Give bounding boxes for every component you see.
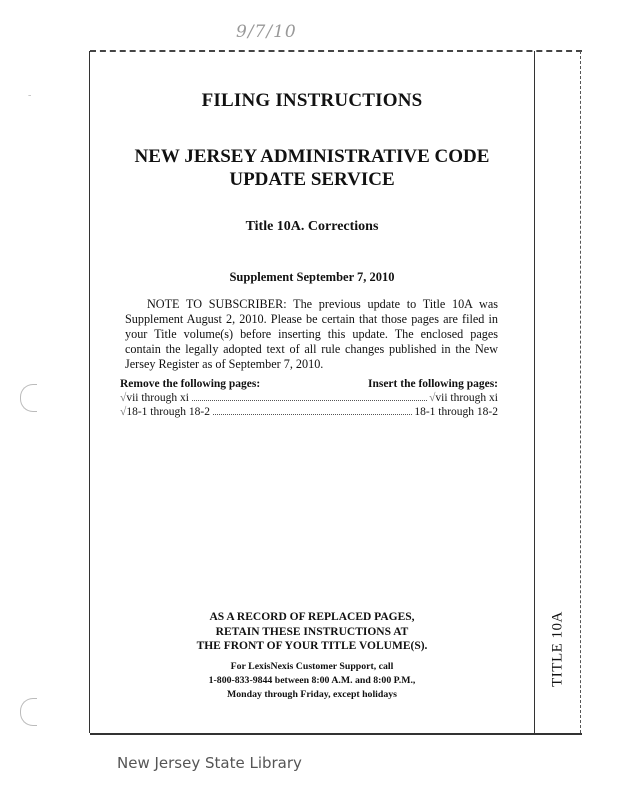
record-notice-line2: RETAIN THESE INSTRUCTIONS AT (215, 625, 409, 638)
pages-table-header (120, 377, 498, 391)
service-title (90, 145, 534, 191)
subscriber-note-text: NOTE TO SUBSCRIBER: The previous update to Title 10A was Supplement August 2, 2010. Please be certain that those pages are filed in your Title volume(s) before inserting this update. The enclosed pages contain the legally adopted text of all rule changes published in the New Jersey Register as of September 7, 2010. (125, 297, 498, 371)
table-row (120, 405, 498, 419)
checkmark-icon: √ (120, 406, 127, 418)
punch-hole-icon (20, 698, 37, 726)
insert-pages-cell: vii through xi (435, 392, 498, 404)
handwritten-note: 9/7/10 (236, 22, 297, 42)
subscriber-note (125, 297, 498, 372)
binder-mark-icon: ‐ (28, 90, 32, 101)
spine-divider-line (534, 51, 535, 733)
service-title-line1: NEW JERSEY ADMINISTRATIVE CODE (134, 146, 490, 167)
remove-pages-header: Remove the following pages: (120, 378, 261, 390)
supplement-date: Supplement September 7, 2010 (229, 270, 395, 284)
punch-hole-icon (20, 384, 37, 412)
spine-label: TITLE 10A (549, 611, 566, 687)
record-notice (90, 610, 534, 654)
insert-pages-cell: 18-1 through 18-2 (414, 406, 498, 418)
dot-leader (213, 413, 412, 415)
title-subtitle: Title 10A. Corrections (245, 219, 379, 234)
remove-pages-cell: vii through xi (126, 392, 189, 404)
support-line1: For LexisNexis Customer Support, call (230, 661, 394, 672)
frame-bottom-border (90, 733, 582, 735)
frame-right-border (580, 51, 581, 733)
record-notice-line3: THE FRONT OF YOUR TITLE VOLUME(S). (196, 640, 428, 652)
service-title-line2: UPDATE SERVICE (229, 169, 395, 190)
pages-table (120, 377, 498, 419)
insert-pages-header: Insert the following pages: (367, 378, 498, 390)
record-notice-line1: AS A RECORD OF REPLACED PAGES, (209, 611, 415, 623)
table-row (120, 391, 498, 405)
checkmark-icon: √ (429, 392, 436, 404)
support-line2: 1-800-833-9844 between 8:00 A.M. and 8:00 P.M., (208, 675, 416, 686)
checkmark-icon: √ (120, 392, 127, 404)
page-heading: FILING INSTRUCTIONS (201, 90, 423, 111)
customer-support-info (90, 660, 534, 702)
dot-leader (192, 399, 427, 401)
remove-pages-cell: 18-1 through 18-2 (126, 406, 210, 418)
library-footer: New Jersey State Library (117, 754, 302, 772)
spine-tab (544, 605, 572, 693)
frame-top-border (90, 50, 582, 52)
support-line3: Monday through Friday, except holidays (227, 689, 397, 700)
